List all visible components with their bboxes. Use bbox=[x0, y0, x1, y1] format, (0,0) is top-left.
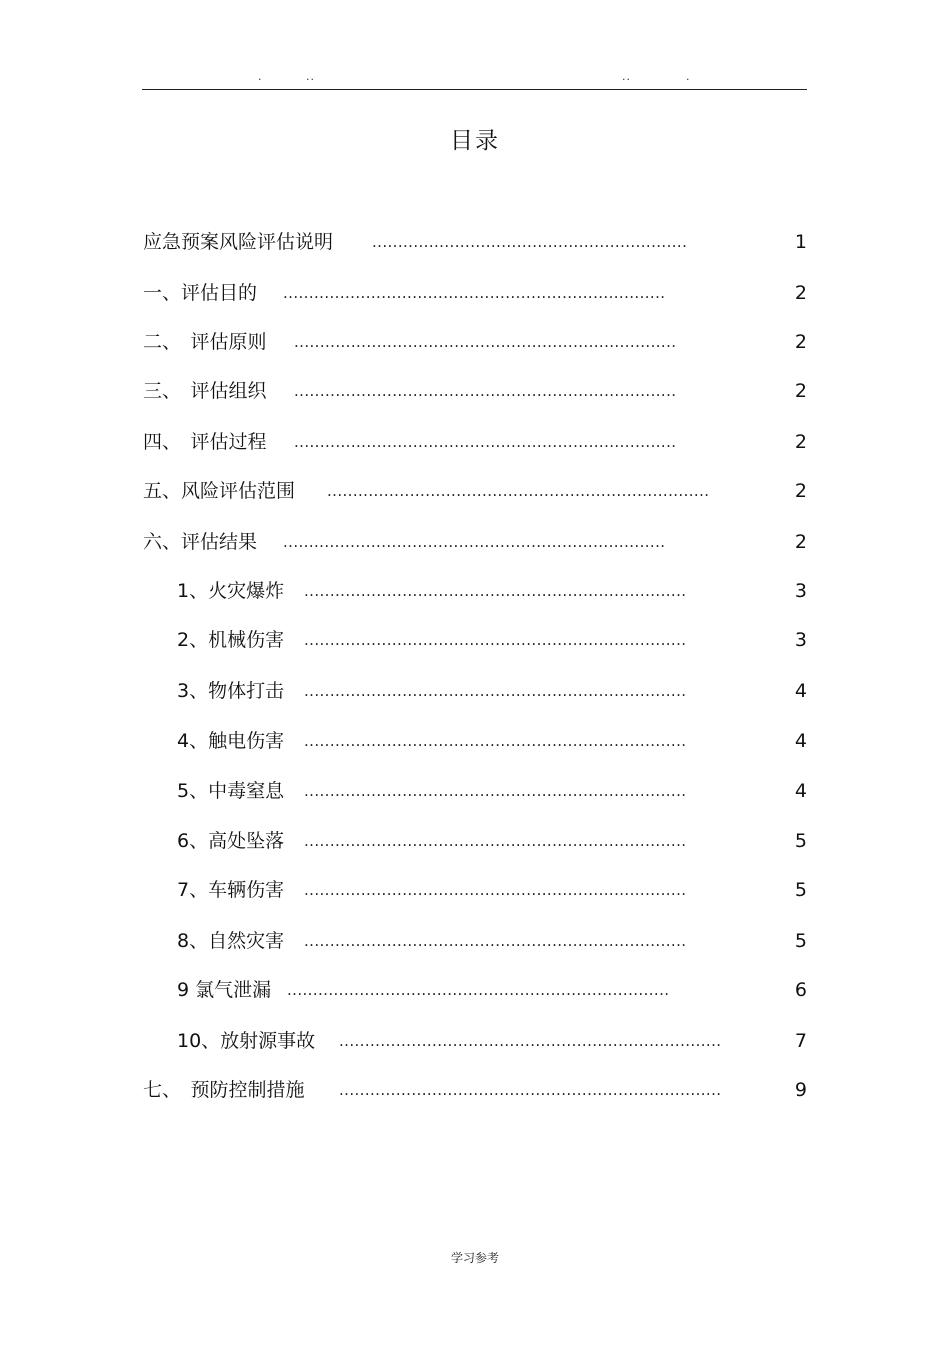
toc-leader-dots: .......................................................................... bbox=[304, 932, 687, 950]
toc-leader-dots: ............................................................. bbox=[372, 233, 688, 251]
toc-page-number: 4 bbox=[794, 780, 807, 802]
toc-page-number: 4 bbox=[794, 680, 807, 702]
toc-page-number: 6 bbox=[794, 979, 807, 1001]
toc-leader-dots: .......................................................................... bbox=[294, 382, 677, 400]
toc-page-number: 2 bbox=[794, 282, 807, 304]
toc-entry-title: 4、触电伤害 bbox=[177, 730, 285, 752]
toc-page-number: 7 bbox=[794, 1030, 807, 1052]
toc-leader-dots: .......................................................................... bbox=[327, 482, 710, 500]
toc-entry[interactable] bbox=[143, 376, 267, 406]
toc-page-number: 2 bbox=[794, 480, 807, 502]
toc-page-number: 5 bbox=[794, 930, 807, 952]
toc-leader-dots: .......................................................................... bbox=[283, 533, 666, 551]
header-mark: . bbox=[686, 70, 691, 83]
toc-leader-dots: .......................................................................... bbox=[283, 284, 666, 302]
toc-entry[interactable] bbox=[143, 476, 295, 506]
toc-page-number: 2 bbox=[794, 531, 807, 553]
toc-entry-title: 3、物体打击 bbox=[177, 680, 285, 702]
toc-leader-dots: .......................................................................... bbox=[339, 1032, 722, 1050]
toc-entry[interactable] bbox=[143, 327, 267, 357]
toc-leader-dots: .......................................................................... bbox=[304, 881, 687, 899]
toc-entry[interactable] bbox=[143, 527, 257, 557]
toc-entry[interactable] bbox=[143, 427, 267, 457]
toc-page-number: 1 bbox=[794, 231, 807, 253]
toc-entry-title: 10、放射源事故 bbox=[177, 1030, 316, 1052]
toc-leader-dots: .......................................................................... bbox=[287, 981, 670, 999]
toc-entry-title: 一、评估目的 bbox=[143, 282, 258, 304]
toc-leader-dots: .......................................................................... bbox=[294, 433, 677, 451]
toc-page-number: 9 bbox=[794, 1079, 807, 1101]
toc-page-number: 3 bbox=[794, 629, 807, 651]
header-mark: . bbox=[258, 70, 263, 83]
toc-entry-title: 2、机械伤害 bbox=[177, 629, 285, 651]
toc-entry-title: 七、 预防控制措施 bbox=[143, 1079, 305, 1101]
toc-entry-title: 1、火灾爆炸 bbox=[177, 580, 285, 602]
toc-page-number: 3 bbox=[794, 580, 807, 602]
toc-entry-title: 9 氯气泄漏 bbox=[177, 979, 272, 1001]
toc-entry[interactable] bbox=[143, 1075, 305, 1105]
toc-entry[interactable] bbox=[177, 1026, 315, 1056]
toc-entry-title: 6、高处坠落 bbox=[177, 830, 285, 852]
toc-title: 目录 bbox=[450, 128, 500, 154]
page-header bbox=[142, 70, 807, 90]
toc-entry-title: 5、中毒窒息 bbox=[177, 780, 285, 802]
toc-entry-title: 四、 评估过程 bbox=[143, 431, 267, 453]
toc-leader-dots: .......................................................................... bbox=[304, 682, 687, 700]
toc-entry[interactable] bbox=[177, 926, 284, 956]
toc-leader-dots: .......................................................................... bbox=[294, 333, 677, 351]
header-mark: .. bbox=[306, 70, 315, 83]
toc-page-number: 2 bbox=[794, 380, 807, 402]
toc-leader-dots: .......................................................................... bbox=[304, 782, 687, 800]
toc-entry[interactable] bbox=[177, 726, 284, 756]
toc-entry[interactable] bbox=[143, 278, 257, 308]
toc-entry[interactable] bbox=[177, 975, 271, 1005]
toc-entry-title: 8、自然灾害 bbox=[177, 930, 285, 952]
toc-entry-title: 应急预案风险评估说明 bbox=[143, 231, 334, 253]
toc-entry-title: 五、风险评估范围 bbox=[143, 480, 296, 502]
toc-leader-dots: .......................................................................... bbox=[339, 1081, 722, 1099]
toc-entry-title: 三、 评估组织 bbox=[143, 380, 267, 402]
toc-entry[interactable] bbox=[177, 625, 284, 655]
toc-page-number: 2 bbox=[794, 331, 807, 353]
toc-page-number: 5 bbox=[794, 830, 807, 852]
toc-leader-dots: .......................................................................... bbox=[304, 732, 687, 750]
toc-entry[interactable] bbox=[177, 576, 284, 606]
toc-entry-title: 六、评估结果 bbox=[143, 531, 258, 553]
toc-entry[interactable] bbox=[143, 227, 333, 257]
toc-page-number: 4 bbox=[794, 730, 807, 752]
toc-page-number: 2 bbox=[794, 431, 807, 453]
toc-page-number: 5 bbox=[794, 879, 807, 901]
toc-leader-dots: .......................................................................... bbox=[304, 631, 687, 649]
toc-leader-dots: .......................................................................... bbox=[304, 582, 687, 600]
header-mark: .. bbox=[622, 70, 631, 83]
page-footer: 学习参考 bbox=[450, 1251, 499, 1265]
toc-entry[interactable] bbox=[177, 875, 284, 905]
toc-entry[interactable] bbox=[177, 676, 284, 706]
toc-leader-dots: .......................................................................... bbox=[304, 832, 687, 850]
toc-entry[interactable] bbox=[177, 826, 284, 856]
toc-entry[interactable] bbox=[177, 776, 284, 806]
toc-entry-title: 7、车辆伤害 bbox=[177, 879, 285, 901]
toc-entry-title: 二、 评估原则 bbox=[143, 331, 267, 353]
